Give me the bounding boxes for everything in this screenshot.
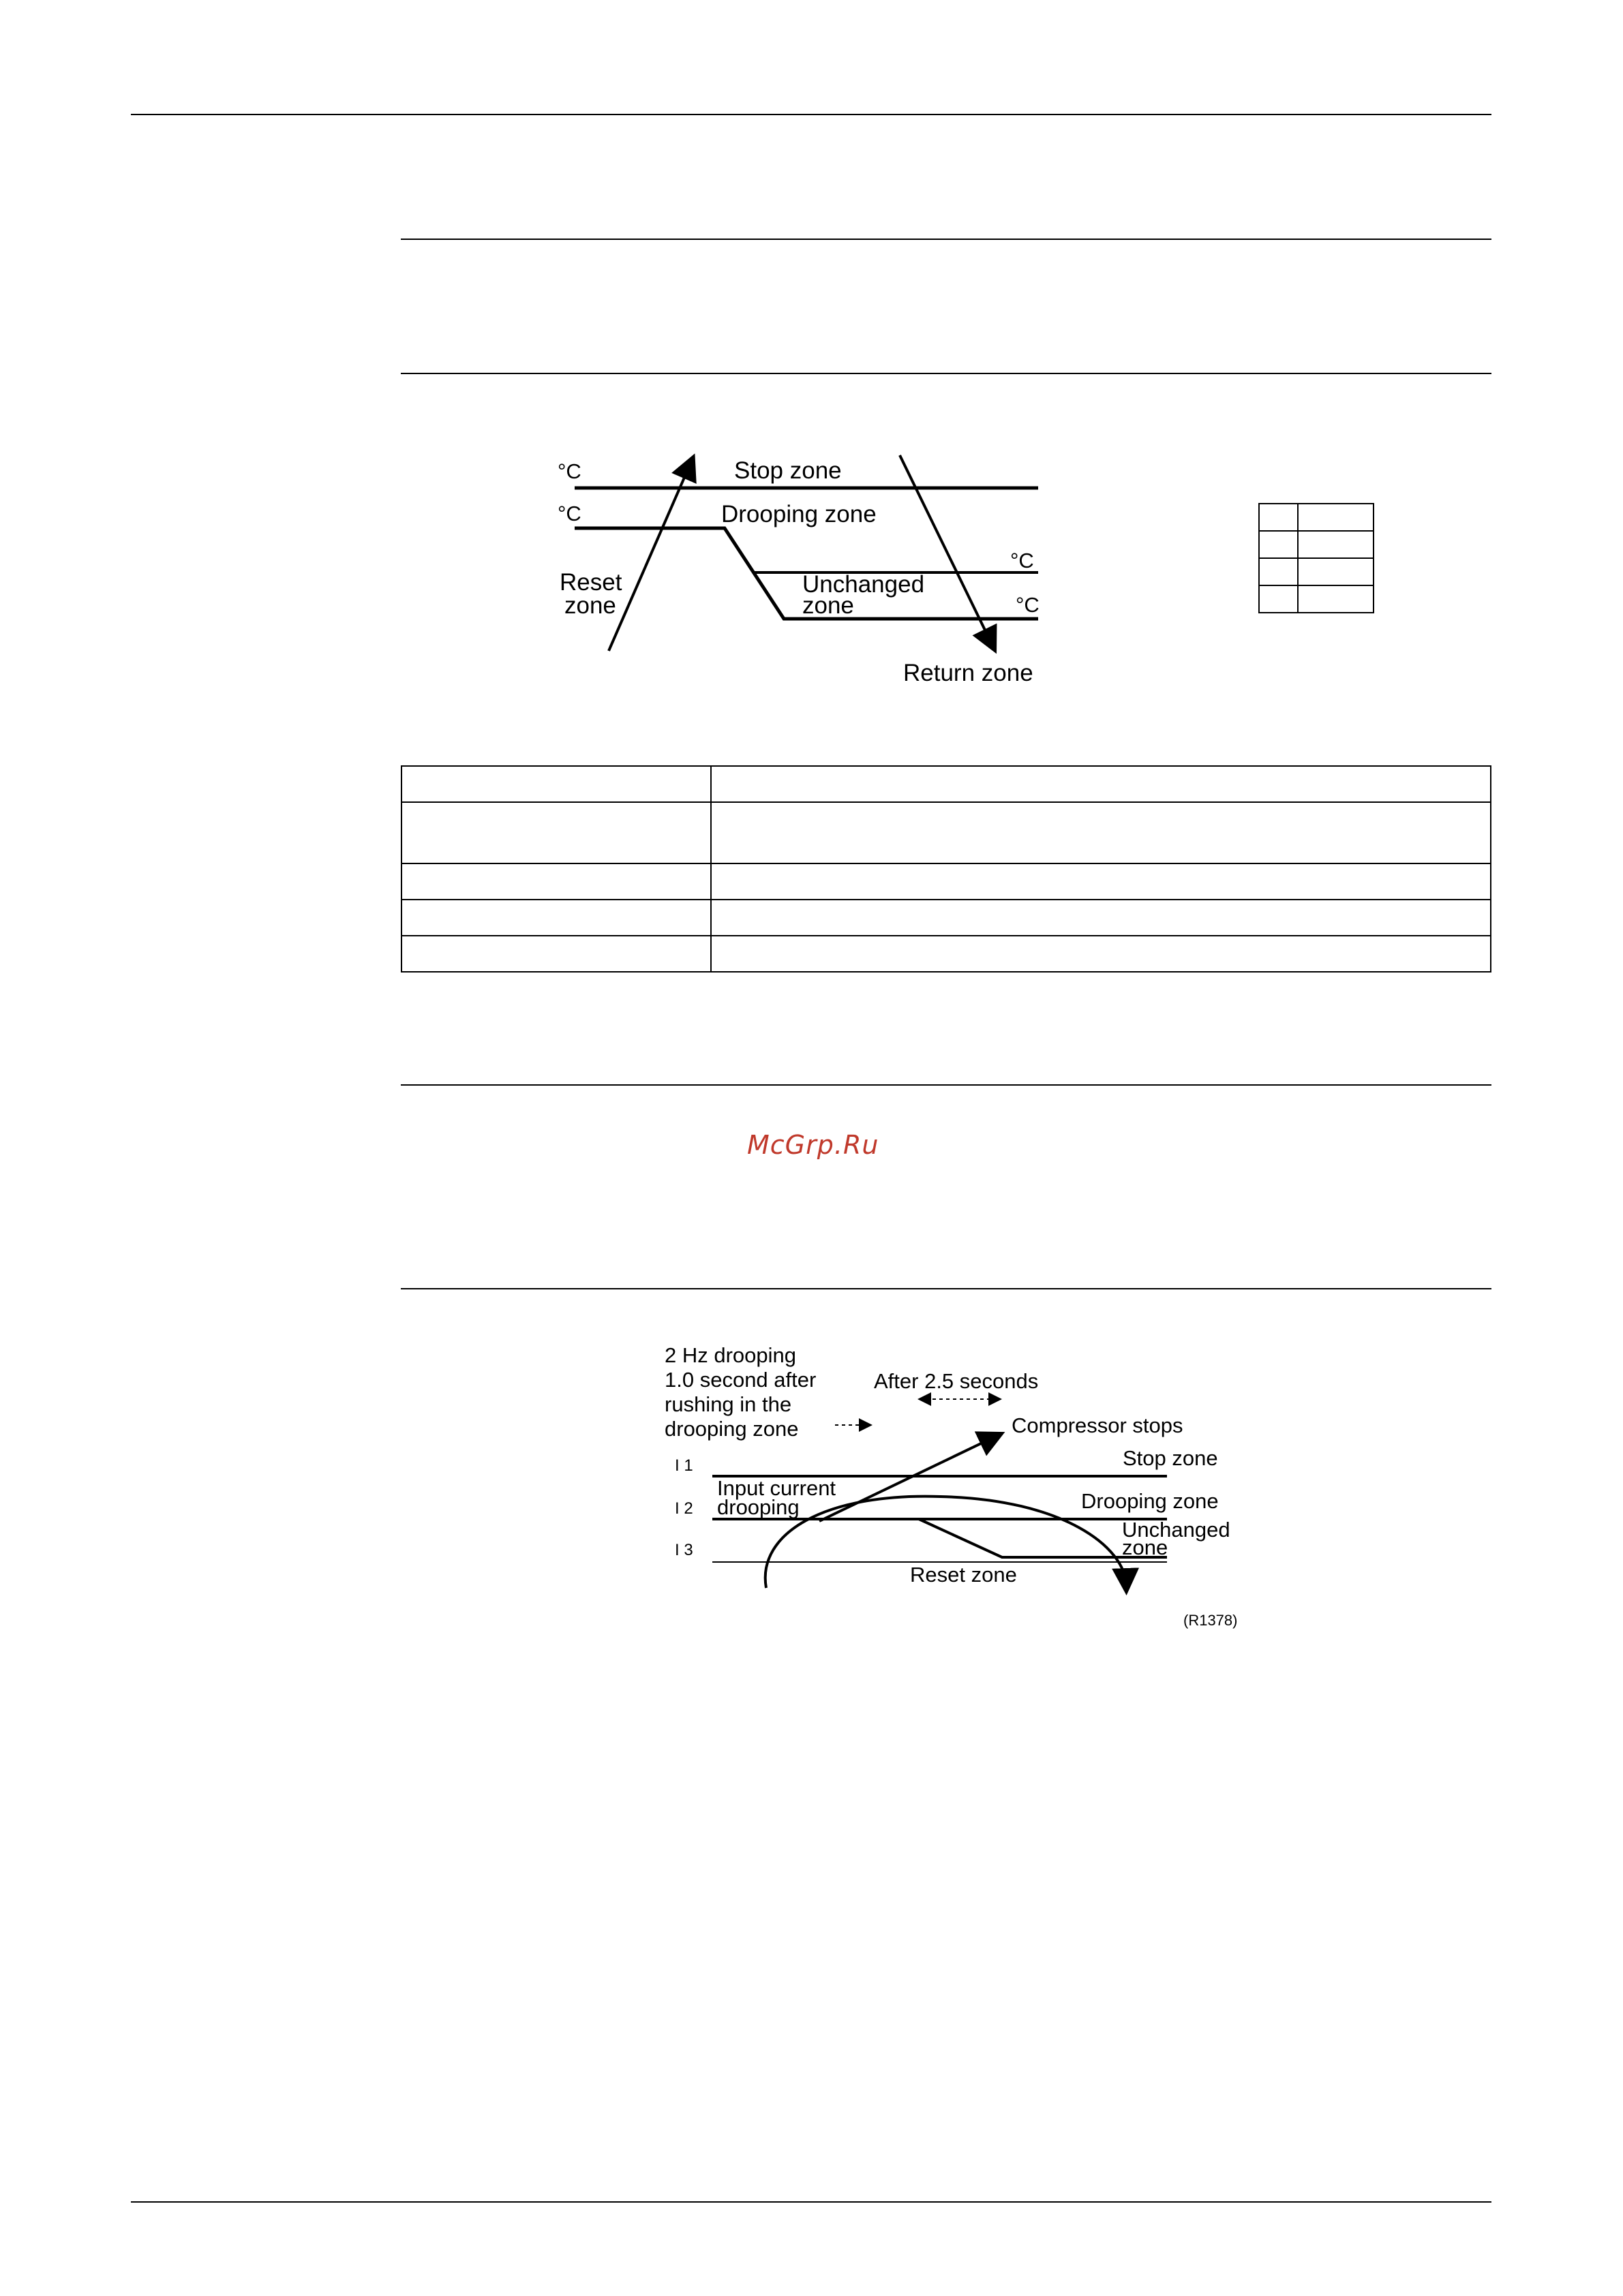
i1-label: I 1 xyxy=(675,1456,693,1475)
unchanged-label-2: zone xyxy=(802,592,854,619)
compressor-stops-label: Compressor stops xyxy=(1012,1413,1183,1437)
unchanged-label-1: Unchanged xyxy=(802,571,925,598)
i3-label: I 3 xyxy=(675,1541,693,1559)
unit-top: °C xyxy=(558,459,581,483)
input-current-label-1: Input current xyxy=(717,1476,836,1500)
note-line-2: 1.0 second after xyxy=(665,1368,817,1392)
i2-label: I 2 xyxy=(675,1499,693,1518)
stop-zone-label-2: Stop zone xyxy=(1123,1446,1218,1470)
stop-zone-label: Stop zone xyxy=(734,457,842,484)
drooping-zone-label: Drooping zone xyxy=(721,501,877,527)
unchanged-label-2a: Unchanged xyxy=(1122,1518,1230,1542)
drooping-zone-label-2: Drooping zone xyxy=(1081,1489,1219,1513)
footer-rule xyxy=(131,2201,1491,2203)
note-line-3: rushing in the xyxy=(665,1392,792,1416)
reset-zone-label-2: Reset zone xyxy=(910,1563,1017,1587)
after-label: After 2.5 seconds xyxy=(874,1369,1039,1393)
watermark: McGrp.Ru xyxy=(747,1130,879,1160)
figure-reference: (R1378) xyxy=(1183,1612,1238,1629)
note-line-1: 2 Hz drooping xyxy=(665,1343,797,1367)
compressor-arrow xyxy=(819,1437,995,1521)
input-current-label-2: drooping xyxy=(717,1495,800,1519)
unit-mid: °C xyxy=(558,502,581,525)
unchanged-label-2b: zone xyxy=(1122,1535,1168,1559)
note-line-4: drooping zone xyxy=(665,1417,799,1441)
return-zone-label: Return zone xyxy=(903,660,1033,686)
unit-right-a: °C xyxy=(1010,549,1034,572)
unit-right-b: °C xyxy=(1016,593,1040,617)
reset-label-1: Reset xyxy=(560,569,622,596)
reset-label-2: zone xyxy=(564,592,616,619)
